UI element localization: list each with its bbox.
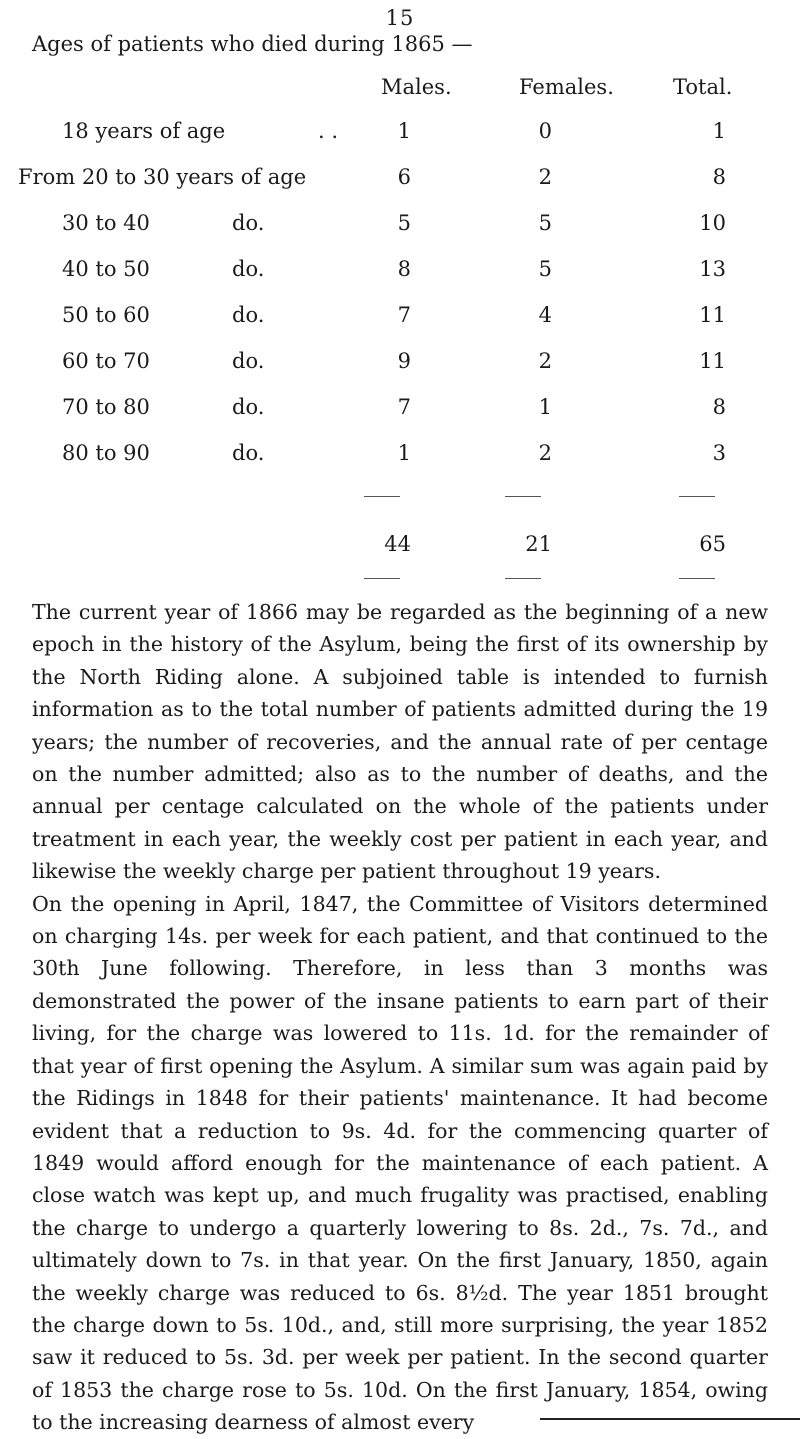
age-range: 50 to 60 <box>62 303 150 327</box>
total-count: 10 <box>699 211 726 235</box>
header-females: Females. <box>519 75 614 99</box>
age-range: 18 years of age <box>62 119 226 143</box>
males-count: 5 <box>397 211 411 235</box>
total-rule-males <box>364 578 400 579</box>
age-range: 80 to 90 <box>62 441 150 465</box>
age-unit: do. <box>232 395 265 419</box>
males-total: 44 <box>384 532 411 556</box>
age-unit: do. <box>232 211 265 235</box>
table-row <box>0 257 800 287</box>
age-range: 30 to 40 <box>62 211 150 235</box>
totals-row <box>0 532 800 562</box>
males-count: 1 <box>397 119 411 143</box>
age-unit: do. <box>232 349 265 373</box>
subtotal-rule-males <box>364 496 400 497</box>
subtotal-rule-females <box>505 496 541 497</box>
header-total: Total. <box>673 75 733 99</box>
total-rule-total <box>679 578 715 579</box>
total-count: 13 <box>699 257 726 281</box>
age-unit: do. <box>232 257 265 281</box>
total-rule-females <box>505 578 541 579</box>
females-count: 2 <box>538 441 552 465</box>
total-count: 11 <box>699 303 726 327</box>
subtotal-rule-total <box>679 496 715 497</box>
header-males: Males. <box>381 75 452 99</box>
total-count: 8 <box>712 395 726 419</box>
table-row <box>0 165 800 195</box>
females-count: 1 <box>538 395 552 419</box>
females-count: 5 <box>538 257 552 281</box>
total-count: 3 <box>712 441 726 465</box>
total-count: 1 <box>712 119 726 143</box>
males-count: 8 <box>397 257 411 281</box>
table-row <box>0 119 800 149</box>
paragraph: On the opening in April, 1847, the Committee of Visitors determined on charging 14s. per week for each patient, and that continued to the 30th June following. Therefore, in less than 3 months was demonstrated the power of the insane patients to earn part of their living, for the charge was lowered to 11s. 1d. for the remainder of that year of first opening the Asylum. A similar sum was again paid by the Ridings in 1848 for their patients' maintenance. It had become evident that a reduction to 9s. 4d. for the commencing quarter of 1849 would afford enough for the maintenance of each patient. A close watch was kept up, and much frugality was practised, enabling the charge to undergo a quarterly lowering to 8s. 2d., 7s. 7d., and ultimately down to 7s. in that year. On the first January, 1850, again the weekly charge was reduced to 6s. 8½d. The year 1851 brought the charge down to 5s. 10d., and, still more surprising, the year 1852 saw it reduced to 5s. 3d. per week per patient. In the second quarter of 1853 the charge rose to 5s. 10d. On the first January, 1854, owing to the increasing dearness of almost every <box>32 891 768 1435</box>
females-count: 2 <box>538 165 552 189</box>
males-count: 1 <box>397 441 411 465</box>
females-count: 5 <box>538 211 552 235</box>
age-range: 70 to 80 <box>62 395 150 419</box>
males-count: 6 <box>397 165 411 189</box>
page-number: 15 <box>385 6 415 30</box>
age-range: 40 to 50 <box>62 257 150 281</box>
females-count: 4 <box>538 303 552 327</box>
age-unit: . . <box>318 119 339 143</box>
age-range: From 20 to 30 years of age <box>18 165 307 189</box>
table-row <box>0 349 800 379</box>
table-row <box>0 441 800 471</box>
males-count: 9 <box>397 349 411 373</box>
age-unit: do. <box>232 303 265 327</box>
page-edge-rule <box>540 1418 800 1420</box>
females-total: 21 <box>525 532 552 556</box>
table-row <box>0 211 800 241</box>
males-count: 7 <box>397 395 411 419</box>
body-text <box>32 596 768 1439</box>
age-unit: do. <box>232 441 265 465</box>
table-row <box>0 303 800 333</box>
paragraph: The current year of 1866 may be regarded as the beginning of a new epoch in the history of the Asylum, being the first of its ownership by the North Riding alone. A subjoined table is intended to furnish information as to the total number of patients admitted during the 19 years; the number of recoveries, and the annual rate of per centage on the number admitted; also as to the number of deaths, and the annual per centage calculated on the whole of the patients under treatment in each year, the weekly cost per patient in each year, and likewise the weekly charge per patient throughout 19 years. <box>32 600 768 884</box>
females-count: 2 <box>538 349 552 373</box>
table-row <box>0 395 800 425</box>
total-count: 11 <box>699 349 726 373</box>
table-title: Ages of patients who died during 1865 — <box>32 32 473 56</box>
males-count: 7 <box>397 303 411 327</box>
total-count: 8 <box>712 165 726 189</box>
age-range: 60 to 70 <box>62 349 150 373</box>
females-count: 0 <box>538 119 552 143</box>
grand-total: 65 <box>699 532 726 556</box>
